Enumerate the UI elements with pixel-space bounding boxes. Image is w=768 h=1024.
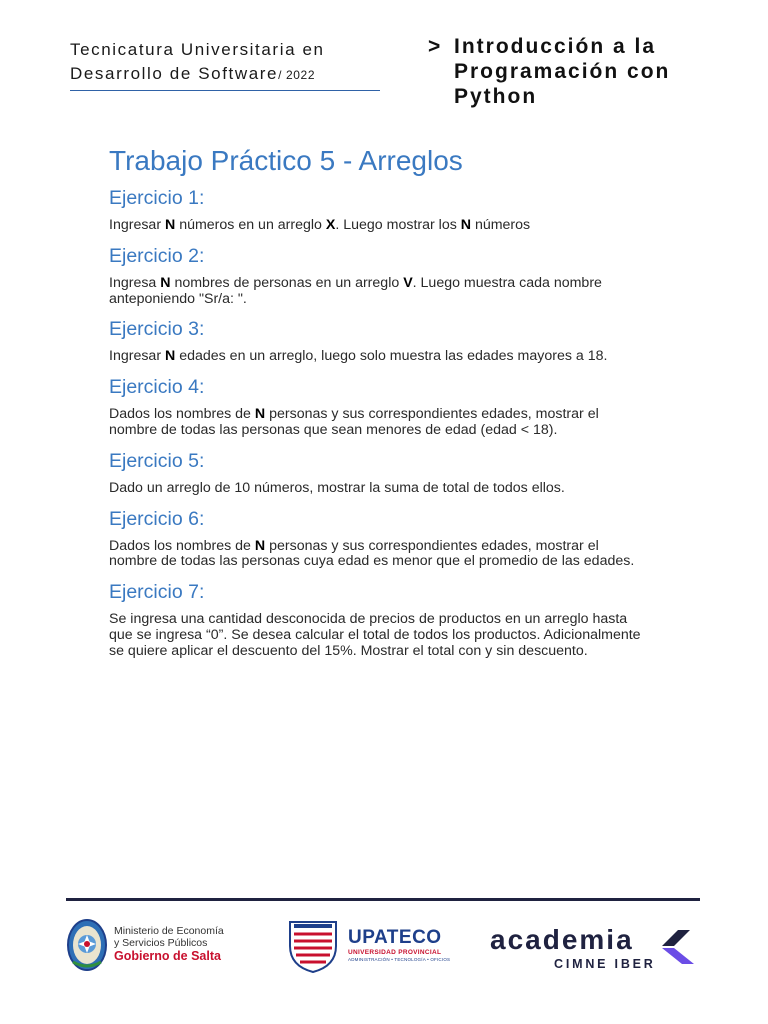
academia-subtitle: CIMNE IBER: [554, 957, 656, 971]
statement-text: nombres de personas en un arreglo: [170, 274, 404, 291]
statement-text: números: [471, 217, 531, 233]
ministry-text: [114, 926, 224, 964]
upateco-shield-icon: [284, 916, 342, 974]
exercise-statement: [109, 612, 649, 659]
variable-name: X: [325, 217, 336, 233]
ministry-logo: [66, 918, 224, 972]
document-title: Trabajo Práctico 5 - Arreglos: [109, 145, 463, 176]
variable-name: V: [403, 274, 413, 291]
exercise-6: [109, 507, 649, 571]
exercise-title: Ejercicio 6:: [109, 507, 205, 530]
statement-text: números en un arreglo: [175, 217, 326, 233]
exercise-7: [109, 580, 649, 659]
variable-name: N: [165, 348, 176, 365]
academia-chevron-icon: [658, 928, 696, 970]
academia-name: academia: [490, 924, 634, 955]
statement-text: Dado un arreglo de 10 números, mostrar la suma de total de todos ellos.: [109, 479, 565, 496]
variable-name: N: [165, 217, 176, 233]
variable-name: N: [254, 406, 266, 423]
statement-text: edades en un arreglo, luego solo muestra las edades mayores a 18.: [175, 348, 608, 365]
statement-text: . Luego mostrar los: [335, 217, 461, 233]
exercise-5: [109, 449, 649, 497]
document-body: [109, 142, 649, 670]
footer-logos: [0, 910, 768, 990]
header-subject: [428, 34, 748, 109]
subject-line-3: Python: [454, 85, 538, 108]
upateco-logo: [284, 916, 450, 974]
statement-text: personas y sus correspondientes edades, mostrar el nombre de todas las personas cuya edad es menor que el promedio de las edades.: [109, 537, 635, 570]
upateco-subtitle: UNIVERSIDAD PROVINCIAL: [348, 949, 442, 956]
exercise-statement: [109, 539, 649, 571]
header-divider: [70, 90, 380, 91]
variable-name: N: [254, 537, 266, 554]
exercise-title: Ejercicio 5:: [109, 449, 205, 472]
upateco-name: UPATECO: [348, 927, 442, 948]
statement-text: Ingresar: [109, 348, 165, 365]
exercise-statement: [109, 349, 649, 365]
course-line-1: Tecnicatura Universitaria en: [70, 40, 325, 59]
statement-text: Ingresar: [109, 217, 165, 233]
variable-name: N: [160, 274, 171, 291]
exercise-statement: [109, 481, 649, 497]
subject-line-2: Programación con: [454, 60, 671, 83]
subject-arrow: >: [428, 35, 443, 58]
upateco-text: [348, 927, 450, 963]
ministry-line-1: Ministerio de Economía: [114, 925, 224, 937]
exercise-title: Ejercicio 4:: [109, 376, 205, 399]
exercise-title: Ejercicio 1:: [109, 187, 205, 209]
statement-text: Se ingresa una cantidad desconocida de precios de productos en un arreglo hasta que se ingresa “0”. Se desea calcular el total de todos los productos. Adicionalmente se quiere aplicar el descuento del 15%. Mostrar el total con y sin descuento.: [109, 611, 641, 659]
exercise-title: Ejercicio 3:: [109, 318, 205, 341]
header-course-name: [70, 38, 382, 87]
subject-line-1: Introducción a la: [454, 35, 657, 58]
ministry-line-2: y Servicios Públicos: [114, 936, 208, 949]
statement-text: Dados los nombres de: [109, 537, 255, 554]
academia-logo: [490, 924, 700, 974]
ministry-government: Gobierno de Salta: [114, 949, 221, 963]
exercise-statement: [109, 276, 649, 308]
course-year: / 2022: [278, 68, 316, 82]
variable-name: N: [460, 217, 471, 233]
exercise-statement: [109, 407, 649, 439]
course-line-2: [70, 62, 382, 87]
course-name-text: Desarrollo de Software: [70, 64, 279, 83]
footer-divider: [66, 898, 700, 901]
exercise-1: [109, 186, 649, 234]
exercise-3: [109, 317, 649, 365]
exercise-list: [109, 186, 649, 660]
exercise-statement: [109, 218, 649, 234]
salta-seal-icon: [66, 918, 108, 972]
statement-text: . Luego muestra cada nombre anteponiendo "Sr/a: ".: [109, 274, 602, 307]
upateco-tagline: ADMINISTRACIÓN • TECNOLOGÍA • OFICIOS: [348, 957, 451, 962]
statement-text: Ingresa: [109, 274, 161, 291]
exercise-title: Ejercicio 7:: [109, 581, 205, 604]
exercise-2: [109, 244, 649, 308]
exercise-title: Ejercicio 2:: [109, 244, 205, 267]
statement-text: Dados los nombres de: [109, 406, 255, 423]
exercise-4: [109, 375, 649, 439]
statement-text: personas y sus correspondientes edades, mostrar el nombre de todas las personas que sean menores de edad (edad < 18).: [109, 406, 599, 438]
